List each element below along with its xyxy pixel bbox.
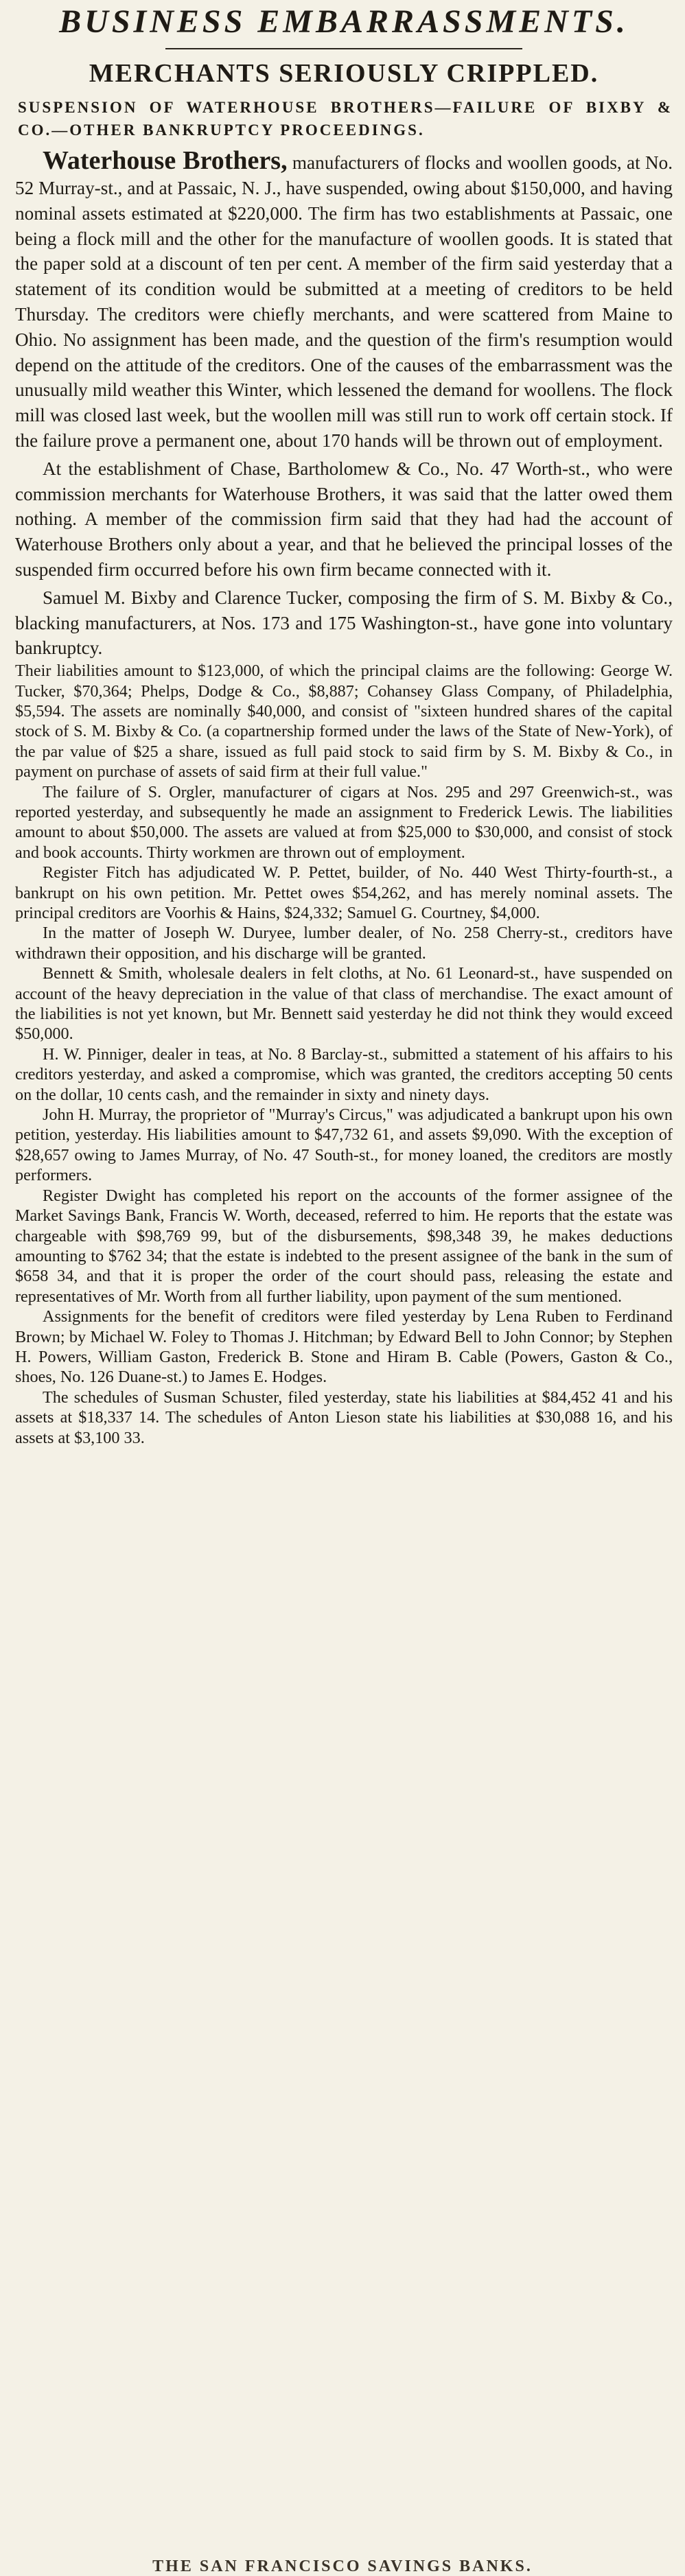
paragraph: The failure of S. Orgler, manufacturer of cigars at Nos. 295 and 297 Greenwich-st., was reported yesterday, and subsequently he made an assignment to Frederick Lewis. The liabilities amount to about $50,000. The assets are valued at from $25,000 to $30,000, and consist of stock and book accounts. Thirty workmen are thrown out of employment.: [15, 782, 673, 862]
next-headline-partial: THE SAN FRANCISCO SAVINGS BANKS.: [152, 2557, 533, 2575]
paragraph: In the matter of Joseph W. Duryee, lumber dealer, of No. 258 Cherry-st., creditors have withdrawn their opposition, and his discharge will be granted.: [15, 924, 673, 963]
paragraph: The schedules of Susman Schuster, filed yesterday, state his liabilities at $84,452 41 and his assets at $18,337 14. The schedules of Anton Lieson state his liabilities at $30,088 16, and his assets at $3,100 33.: [15, 1387, 673, 1447]
paragraph: Their liabilities amount to $123,000, of which the principal claims are the following: George W. Tucker, $70,364; Phelps, Dodge & Co., $8,887; Cohansey Glass Company, of Philadelphia, $5,594. The assets are nominally $40,000, and consist of "sixteen hundred shares of the capital stock of S. M. Bixby & Co. (a copartnership formed under the laws of the State of New-York), of the par value of $25 a share, issued as full paid stock to said firm by S. M. Bixby & Co., in payment on purchase of assets of said firm at their full value.": [15, 661, 673, 782]
lead-name: Waterhouse Brothers,: [43, 146, 288, 175]
paragraph: H. W. Pinniger, dealer in teas, at No. 8 Barclay-st., submitted a statement of his affairs to his creditors yesterday, and asked a compromise, which was granted, the creditors accepting 50 cents on the dollar, 10 cents cash, and the remainder in sixty and ninety days.: [15, 1044, 673, 1104]
paragraph: At the establishment of Chase, Bartholomew & Co., No. 47 Worth-st., who were commission merchants for Waterhouse Brothers, it was said that the latter owed them nothing. A member of the commission firm said that they had had the account of Waterhouse Brothers only about a year, and that he believed the principal losses of the suspended firm occurred before his own firm became connected with it.: [15, 458, 673, 580]
paragraph: Samuel M. Bixby and Clarence Tucker, composing the firm of S. M. Bixby & Co., blacking manufacturers, at Nos. 173 and 175 Washington-st., have gone into voluntary bankruptcy.: [15, 587, 673, 659]
paragraph: John H. Murray, the proprietor of "Murray's Circus," was adjudicated a bankrupt upon his own petition, yesterday. His liabilities amount to $47,732 61, and assets $9,090. With the exception of $28,657 owing to James Murray, of No. 47 South-st., for money loaned, the creditors are mostly performers.: [15, 1105, 673, 1185]
paragraph: Assignments for the benefit of creditors were filed yesterday by Lena Ruben to Ferdinand Brown; by Michael W. Foley to Thomas J. Hitchman; by Edward Bell to John Connor; by Stephen H. Powers, William Gaston, Frederick B. Stone and Hiram B. Cable (Powers, Gaston & Co., shoes, No. 126 Duane-st.) to James E. Hodges.: [15, 1307, 673, 1387]
headline-rule: [165, 48, 522, 49]
paragraph: Bennett & Smith, wholesale dealers in felt cloths, at No. 61 Leonard-st., have suspended on account of the heavy depreciation in the value of that class of merchandise. The exact amount of the liabilities is not yet known, but Mr. Bennett said yesterday he did not think they would exceed $50,000.: [15, 964, 673, 1044]
small-section: [15, 661, 673, 1448]
paragraph: Register Dwight has completed his report on the accounts of the former assignee of the Market Savings Bank, Francis W. Worth, deceased, referred to him. He reports that the estate was chargeable with $98,769 99, but of the disbursements, $98,348 39, he makes deductions amounting to $762 34; that the estate is indebted to the present assignee of the bank in the sum of $658 34, and that it is proper the order of the court should pass, releasing the estate and representatives of Mr. Worth from all further liability, upon payment of the sum mentioned.: [15, 1186, 673, 1306]
paragraph: Register Fitch has adjudicated W. P. Pettet, builder, of No. 440 West Thirty-fourth-st., a bankrupt on his own petition. Mr. Pettet owes $54,262, and has merely nominal assets. The principal creditors are Voorhis & Hains, $24,332; Samuel G. Courtney, $4,000.: [15, 863, 673, 923]
headline: BUSINESS EMBARRASSMENTS.: [59, 3, 629, 40]
lead-section: [15, 145, 673, 661]
lead-text: manufacturers of flocks and woollen goods, at No. 52 Murray-st., and at Passaic, N. J., have suspended, owing about $150,000, and having nominal assets estimated at $220,000. The firm has two establishments at Passaic, one being a flock mill and the other for the manufacture of woollen goods. It is stated that the paper sold at a discount of ten per cent. A member of the firm said yesterday that a statement of its condition would be submitted at a meeting of creditors to be held Thursday. The creditors were chiefly merchants, and were scattered from Maine to Ohio. No assignment has been made, and the question of the firm's resumption would depend on the attitude of the creditors. One of the causes of the embarrassment was the unusually mild weather this Winter, which lessened the demand for woollens. The flock mill was closed last week, but the woollen mill was still run to work off certain stock. If the failure prove a permanent one, about 170 hands will be thrown out of employment.: [15, 152, 673, 451]
subhead: MERCHANTS SERIOUSLY CRIPPLED.: [89, 59, 599, 88]
deck: SUSPENSION OF WATERHOUSE BROTHERS—FAILURE OF BIXBY & CO.—OTHER BANKRUPTCY PROCEEDINGS.: [18, 99, 673, 139]
lead-paragraph: [15, 145, 673, 454]
